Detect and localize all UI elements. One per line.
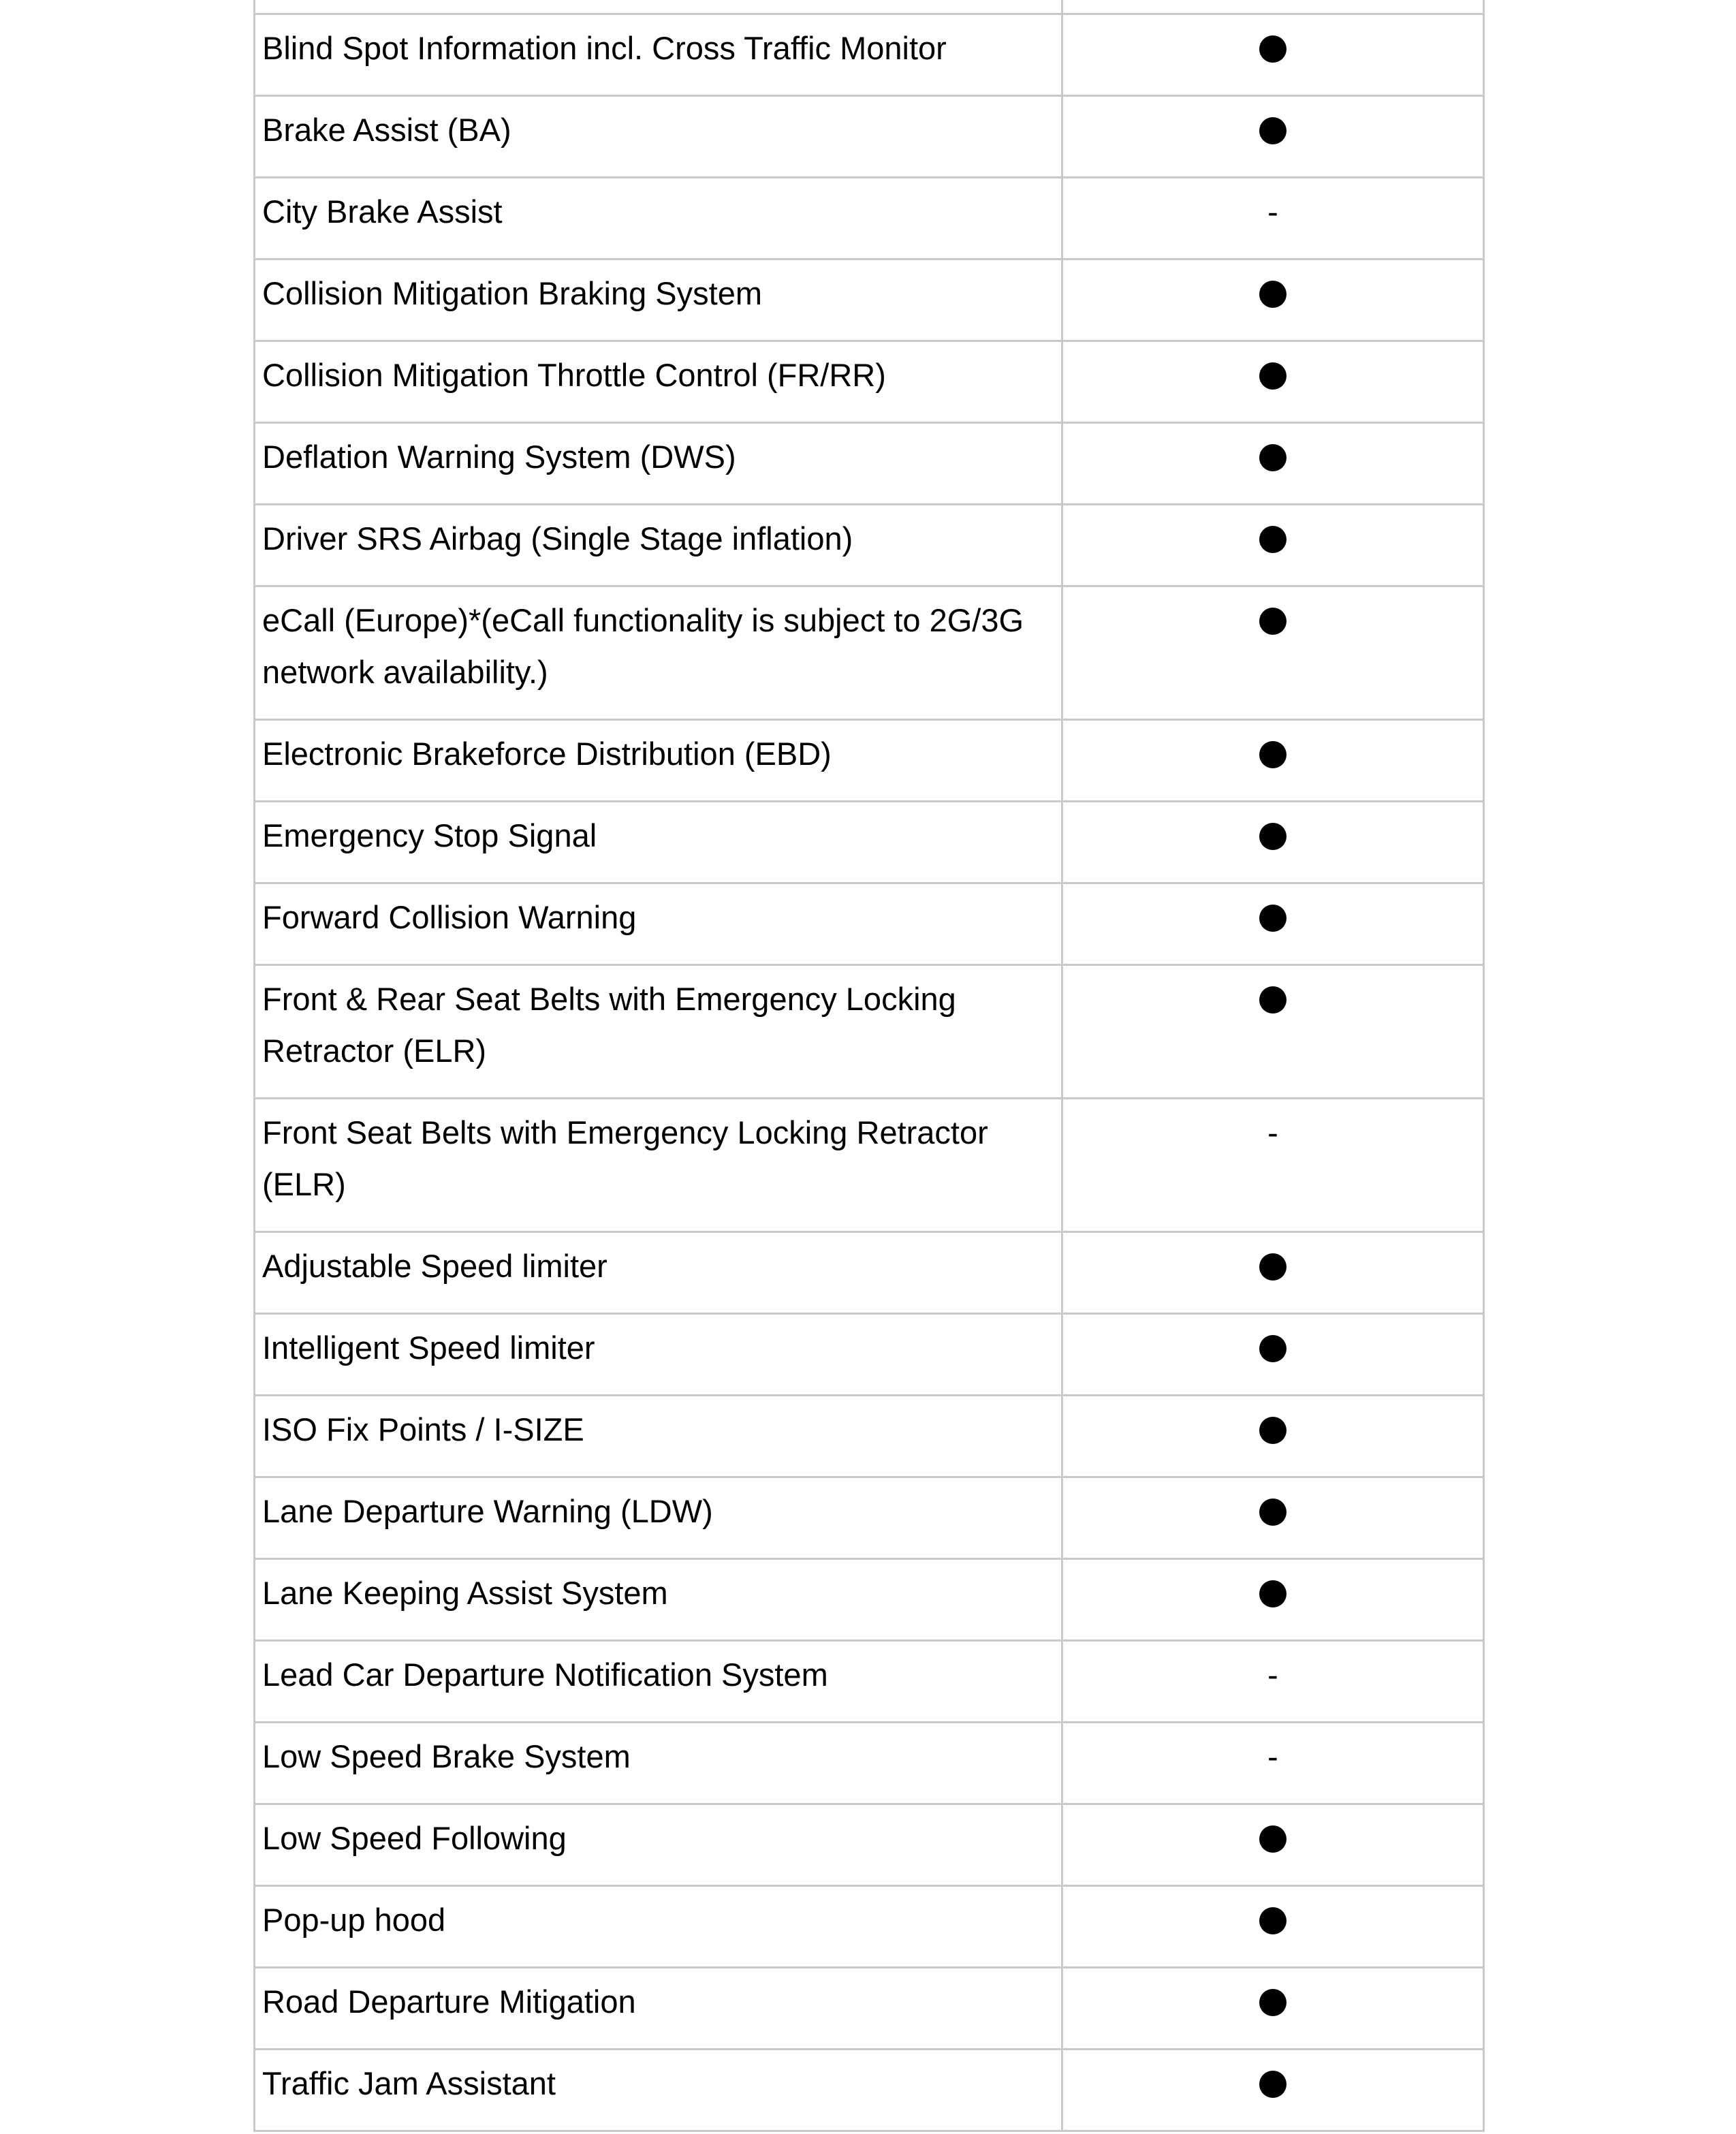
availability-cell bbox=[1062, 1314, 1484, 1396]
feature-name-cell bbox=[255, 14, 1062, 96]
feature-name-cell bbox=[255, 1886, 1062, 1968]
feature-name: Collision Mitigation Braking System bbox=[262, 275, 763, 311]
feature-name: Lane Keeping Assist System bbox=[262, 1575, 668, 1611]
availability-indicator bbox=[1259, 117, 1287, 144]
feature-name: Forward Collision Warning bbox=[262, 899, 637, 935]
table-row bbox=[255, 1886, 1484, 1968]
feature-name-cell bbox=[255, 1099, 1062, 1232]
availability-cell bbox=[1062, 720, 1484, 802]
feature-name-cell bbox=[255, 341, 1062, 423]
availability-indicator bbox=[1259, 1253, 1287, 1281]
feature-name: Low Speed Following bbox=[262, 1820, 567, 1856]
feature-name-cell bbox=[255, 505, 1062, 586]
availability-cell bbox=[1062, 2050, 1484, 2131]
availability-cell bbox=[1062, 96, 1484, 178]
feature-name: Front Seat Belts with Emergency Locking Retractor (ELR) bbox=[262, 1114, 988, 1202]
availability-indicator bbox=[1259, 1417, 1287, 1444]
table-row bbox=[255, 1559, 1484, 1641]
table-row bbox=[255, 1232, 1484, 1314]
availability-cell bbox=[1062, 802, 1484, 883]
feature-name: Road Departure Mitigation bbox=[262, 1983, 636, 2020]
availability-indicator: - bbox=[1267, 193, 1278, 230]
partial-row-top bbox=[255, 0, 1484, 14]
feature-name: Traffic Jam Assistant bbox=[262, 2065, 556, 2101]
table-row bbox=[255, 1396, 1484, 1477]
availability-indicator bbox=[1259, 526, 1287, 553]
feature-name-cell bbox=[255, 883, 1062, 965]
table-row bbox=[255, 1314, 1484, 1396]
table-row bbox=[255, 883, 1484, 965]
feature-name-cell bbox=[255, 1804, 1062, 1886]
availability-indicator bbox=[1259, 905, 1287, 932]
table-row bbox=[255, 1804, 1484, 1886]
availability-indicator bbox=[1259, 35, 1287, 63]
availability-indicator bbox=[1259, 986, 1287, 1014]
feature-name: Driver SRS Airbag (Single Stage inflation) bbox=[262, 520, 853, 556]
feature-name: Low Speed Brake System bbox=[262, 1738, 631, 1774]
availability-cell bbox=[1062, 1477, 1484, 1559]
availability-indicator bbox=[1259, 823, 1287, 850]
availability-cell bbox=[1062, 1968, 1484, 2050]
table-row bbox=[255, 720, 1484, 802]
availability-indicator bbox=[1259, 2071, 1287, 2098]
features-table-body bbox=[255, 0, 1484, 2131]
table-row bbox=[255, 586, 1484, 720]
feature-name-cell bbox=[255, 0, 1062, 14]
availability-cell bbox=[1062, 883, 1484, 965]
availability-cell bbox=[1062, 1396, 1484, 1477]
feature-table-container bbox=[253, 0, 1485, 2132]
availability-indicator bbox=[1259, 1580, 1287, 1607]
availability-indicator bbox=[1259, 1825, 1287, 1853]
feature-name-cell bbox=[255, 423, 1062, 505]
table-row bbox=[255, 1641, 1484, 1723]
availability-indicator bbox=[1259, 1335, 1287, 1362]
table-row bbox=[255, 1099, 1484, 1232]
feature-name: Front & Rear Seat Belts with Emergency Locking Retractor (ELR) bbox=[262, 981, 956, 1069]
table-row bbox=[255, 96, 1484, 178]
feature-name-cell bbox=[255, 1477, 1062, 1559]
feature-name-cell bbox=[255, 260, 1062, 341]
feature-name-cell bbox=[255, 2050, 1062, 2131]
availability-indicator bbox=[1259, 281, 1287, 308]
availability-cell bbox=[1062, 14, 1484, 96]
feature-name: ISO Fix Points / I-SIZE bbox=[262, 1411, 584, 1447]
feature-name-cell bbox=[255, 720, 1062, 802]
availability-indicator bbox=[1259, 362, 1287, 390]
availability-indicator: - bbox=[1267, 1114, 1278, 1150]
feature-name: Lead Car Departure Notification System bbox=[262, 1657, 828, 1693]
availability-cell bbox=[1062, 1886, 1484, 1968]
table-row bbox=[255, 423, 1484, 505]
feature-name: Adjustable Speed limiter bbox=[262, 1248, 607, 1284]
table-row bbox=[255, 1723, 1484, 1804]
table-row bbox=[255, 1968, 1484, 2050]
table-row bbox=[255, 965, 1484, 1099]
feature-name: City Brake Assist bbox=[262, 193, 503, 230]
table-row bbox=[255, 341, 1484, 423]
feature-name: Blind Spot Information incl. Cross Traffic Monitor bbox=[262, 30, 947, 66]
availability-cell bbox=[1062, 341, 1484, 423]
feature-name: Emergency Stop Signal bbox=[262, 817, 597, 853]
availability-cell bbox=[1062, 586, 1484, 720]
availability-cell bbox=[1062, 0, 1484, 14]
availability-cell bbox=[1062, 1641, 1484, 1723]
feature-name: Collision Mitigation Throttle Control (FR/RR) bbox=[262, 357, 886, 393]
table-row bbox=[255, 260, 1484, 341]
availability-cell bbox=[1062, 1559, 1484, 1641]
feature-name: Brake Assist (BA) bbox=[262, 112, 511, 148]
table-row bbox=[255, 2050, 1484, 2131]
feature-name-cell bbox=[255, 586, 1062, 720]
feature-name: Deflation Warning System (DWS) bbox=[262, 439, 736, 475]
feature-name: Lane Departure Warning (LDW) bbox=[262, 1493, 713, 1529]
availability-indicator bbox=[1259, 741, 1287, 768]
table-row bbox=[255, 1477, 1484, 1559]
availability-indicator: - bbox=[1267, 1738, 1278, 1774]
availability-cell bbox=[1062, 1804, 1484, 1886]
feature-name: Pop-up hood bbox=[262, 1902, 446, 1938]
feature-name-cell bbox=[255, 965, 1062, 1099]
feature-name: Intelligent Speed limiter bbox=[262, 1330, 595, 1366]
availability-cell bbox=[1062, 505, 1484, 586]
feature-name-cell bbox=[255, 1641, 1062, 1723]
features-table bbox=[253, 0, 1485, 2132]
feature-name-cell bbox=[255, 96, 1062, 178]
feature-name-cell bbox=[255, 802, 1062, 883]
availability-cell bbox=[1062, 423, 1484, 505]
feature-name: Electronic Brakeforce Distribution (EBD) bbox=[262, 736, 832, 772]
availability-indicator bbox=[1259, 1907, 1287, 1934]
table-row bbox=[255, 505, 1484, 586]
availability-indicator bbox=[1259, 444, 1287, 471]
availability-indicator bbox=[1259, 1498, 1287, 1526]
availability-indicator: - bbox=[1267, 1657, 1278, 1693]
availability-cell bbox=[1062, 1099, 1484, 1232]
feature-name-cell bbox=[255, 1723, 1062, 1804]
feature-name-cell bbox=[255, 1314, 1062, 1396]
availability-indicator bbox=[1259, 1989, 1287, 2016]
table-row bbox=[255, 14, 1484, 96]
availability-cell bbox=[1062, 965, 1484, 1099]
table-row bbox=[255, 802, 1484, 883]
availability-indicator bbox=[1259, 608, 1287, 635]
feature-name-cell bbox=[255, 1968, 1062, 2050]
feature-name-cell bbox=[255, 1396, 1062, 1477]
availability-cell bbox=[1062, 178, 1484, 260]
availability-cell bbox=[1062, 1232, 1484, 1314]
feature-name: eCall (Europe)*(eCall functionality is subject to 2G/3G network availability.) bbox=[262, 602, 1024, 690]
feature-name-cell bbox=[255, 178, 1062, 260]
availability-cell bbox=[1062, 1723, 1484, 1804]
availability-cell bbox=[1062, 260, 1484, 341]
feature-name-cell bbox=[255, 1232, 1062, 1314]
feature-name-cell bbox=[255, 1559, 1062, 1641]
table-row bbox=[255, 178, 1484, 260]
